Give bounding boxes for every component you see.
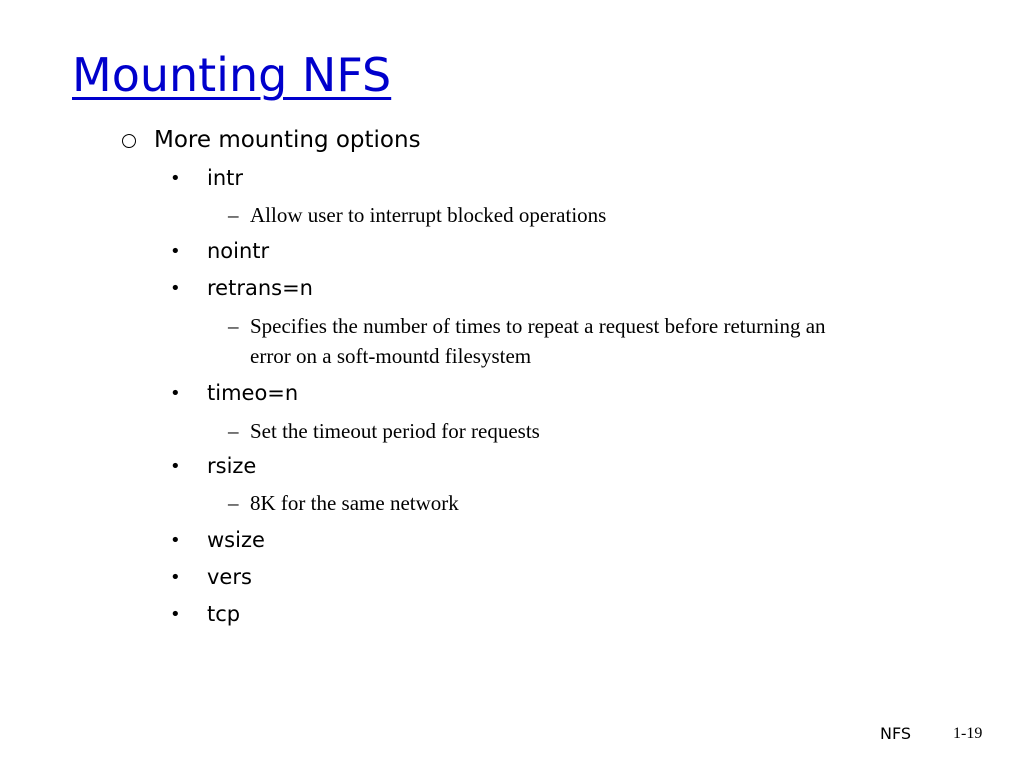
option-name: nointr bbox=[207, 239, 270, 263]
dash-bullet-icon: – bbox=[228, 491, 239, 515]
option-note-text: Set the timeout period for requests bbox=[250, 419, 540, 443]
heading-text: More mounting options bbox=[154, 127, 421, 153]
bullet-dot-icon: • bbox=[170, 382, 181, 404]
bullet-dot-icon: • bbox=[170, 529, 181, 551]
hollow-circle-bullet-icon bbox=[122, 134, 136, 148]
option-note bbox=[228, 488, 840, 518]
option-item-timeo bbox=[170, 378, 298, 408]
bullet-dot-icon: • bbox=[170, 240, 181, 262]
option-note-text: Specifies the number of times to repeat a request before returning an error on a soft-mountd filesystem bbox=[250, 314, 826, 368]
option-item-tcp bbox=[170, 599, 240, 629]
option-note bbox=[228, 200, 840, 230]
dash-bullet-icon: – bbox=[228, 419, 239, 443]
option-note-text: 8K for the same network bbox=[250, 491, 459, 515]
dash-bullet-icon: – bbox=[228, 203, 239, 227]
slide-title: Mounting NFS bbox=[72, 48, 392, 102]
option-name: rsize bbox=[207, 454, 257, 478]
option-note bbox=[228, 416, 840, 446]
bullet-dot-icon: • bbox=[170, 566, 181, 588]
footer-label: NFS bbox=[880, 724, 912, 743]
option-item-nointr bbox=[170, 236, 269, 266]
bullet-dot-icon: • bbox=[170, 167, 181, 189]
option-item-vers bbox=[170, 562, 252, 592]
option-item-retrans bbox=[170, 273, 313, 303]
option-name: timeo=n bbox=[207, 381, 299, 405]
bullet-dot-icon: • bbox=[170, 455, 181, 477]
option-note bbox=[228, 311, 840, 371]
option-item-wsize bbox=[170, 525, 265, 555]
option-name: intr bbox=[207, 166, 244, 190]
option-item-rsize bbox=[170, 451, 256, 481]
option-name: retrans=n bbox=[207, 276, 313, 300]
option-name: wsize bbox=[207, 528, 265, 552]
page-number: 1-19 bbox=[953, 725, 983, 742]
heading-item bbox=[122, 124, 421, 156]
bullet-dot-icon: • bbox=[170, 603, 181, 625]
option-item-intr bbox=[170, 163, 243, 193]
option-name: tcp bbox=[207, 602, 241, 626]
option-note-text: Allow user to interrupt blocked operations bbox=[250, 203, 607, 227]
bullet-dot-icon: • bbox=[170, 277, 181, 299]
option-name: vers bbox=[207, 565, 252, 589]
dash-bullet-icon: – bbox=[228, 314, 239, 338]
